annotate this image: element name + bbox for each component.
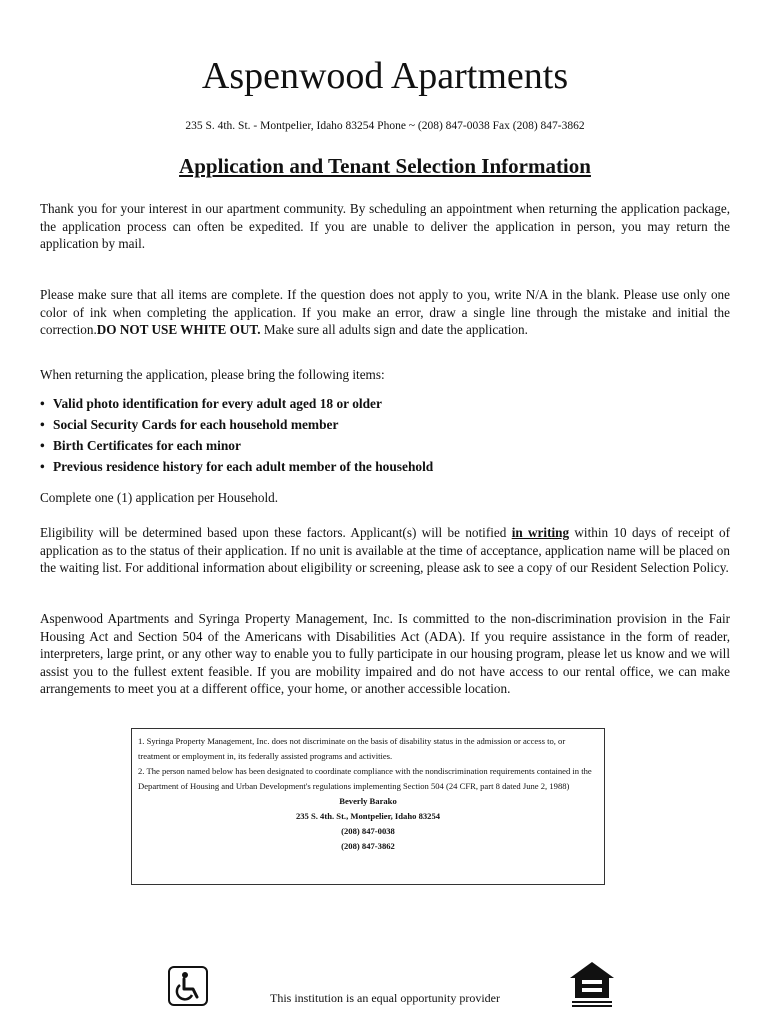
section-heading: Application and Tenant Selection Information [179, 154, 591, 178]
in-writing-emphasis: in writing [511, 525, 570, 540]
completion-instructions-text-end: Make sure all adults sign and date the application. [260, 322, 528, 337]
nondiscrimination-paragraph: Aspenwood Apartments and Syringa Property Management, Inc. Is committed to the non-discrimination provision in the Fair Housing Act and Section 504 of the Americans with Disabilities Act (ADA). If you require assistance in the form of reader, interpreters, large print, or any other way to enable you to fully participate in our housing program, please let us know and we will assist you to the fullest extent feasible. If you are mobility impaired and do not have access to our rental office, we can make arrangements to meet you at a different office, your home, or another accessible location. [40, 611, 730, 696]
eligibility-text: Eligibility will be determined based upon these factors. Applicant(s) will be notified [40, 525, 512, 540]
notice-line-2: 2. The person named below has been designated to coordinate compliance with the nondiscrimination requirements contained in the Department of Housing and Urban Development's regulations implementing Section 504 (24 CFR, part 8 dated June 2, 1988) [138, 766, 592, 791]
bring-items-intro: When returning the application, please bring the following items: [40, 367, 385, 382]
page-title: Aspenwood Apartments [201, 55, 569, 97]
equal-housing-opportunity-logo [566, 958, 618, 1010]
list-item-label: Valid photo identification for every adult aged 18 or older [53, 396, 382, 411]
bullet-icon: • [40, 438, 45, 453]
list-item-label: Previous residence history for each adult member of the household [53, 459, 434, 474]
list-item [40, 393, 730, 414]
intro-paragraph: Thank you for your interest in our apartment community. By scheduling an appointment when returning the application package, the application process can often be expedited. If you are unable to deliver the application in person, you may return the application by mail. [40, 201, 730, 251]
eligibility-text-end: within 10 days of receipt of application as to the status of their application. If no unit is available at the time of acceptance, application name will be placed on the waiting list. For additional information about eligibility or screening, please ask to see a copy of our Resident Selection Policy. [40, 525, 731, 575]
equal-opportunity-statement: This institution is an equal opportunity provider [270, 991, 500, 1005]
coordinator-fax: (208) 847-3862 [341, 841, 395, 851]
notice-line-1: 1. Syringa Property Management, Inc. does not discriminate on the basis of disability status in the admission or access to, or treatment or employment in, its federally assisted programs and activities. [138, 736, 566, 761]
list-item [40, 456, 730, 477]
bullet-icon: • [40, 459, 45, 474]
bullet-icon: • [40, 417, 45, 432]
no-white-out-warning: DO NOT USE WHITE OUT. [96, 322, 261, 337]
coordinator-phone: (208) 847-0038 [341, 826, 395, 836]
eligibility-paragraph [40, 524, 730, 577]
completion-instructions-text: Please make sure that all items are complete. If the question does not apply to you, write N/A in the blank. Please use only one color of ink when completing the application. If you make an error, draw a single line through the mistake and initial the correction. [40, 287, 730, 337]
compliance-notice-box [131, 728, 605, 885]
contact-address-line: 235 S. 4th. St. - Montpelier, Idaho 83254 Phone ~ (208) 847-0038 Fax (208) 847-3862 [185, 120, 585, 132]
list-item [40, 435, 730, 456]
one-application-note: Complete one (1) application per Household. [40, 490, 279, 505]
coordinator-address: 235 S. 4th. St., Montpelier, Idaho 83254 [295, 811, 441, 821]
list-item-label: Social Security Cards for each household member [53, 417, 339, 432]
list-item [40, 414, 730, 435]
list-item-label: Birth Certificates for each minor [53, 438, 241, 453]
completion-instructions-paragraph [40, 286, 730, 339]
coordinator-name: Beverly Barako [339, 796, 397, 806]
equal-housing-house-icon [566, 958, 618, 1010]
bullet-icon: • [40, 396, 45, 411]
bring-items-list [40, 393, 730, 477]
